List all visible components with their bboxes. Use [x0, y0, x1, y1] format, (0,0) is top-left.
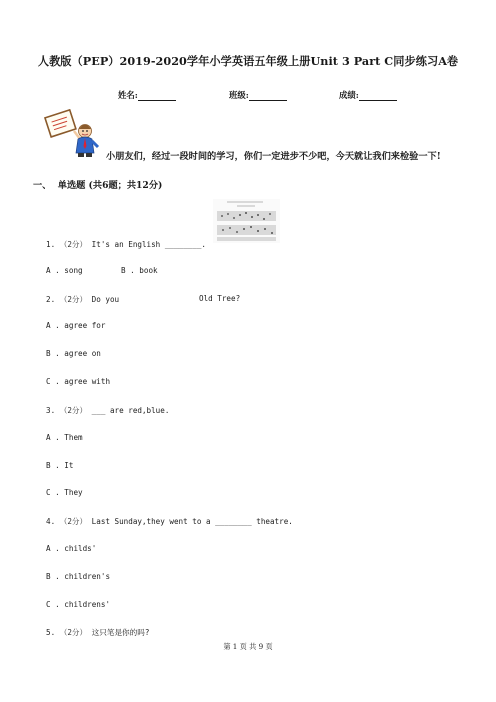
option-text: children's	[64, 572, 111, 581]
question-points: （2分）	[59, 517, 88, 526]
option-label: A .	[46, 321, 60, 330]
class-blank[interactable]	[249, 91, 287, 101]
question-stem: ___ are red,blue.	[91, 406, 170, 415]
music-staff-image	[213, 199, 280, 243]
option-text: Them	[64, 433, 83, 442]
option-text: It	[64, 461, 74, 470]
score-blank[interactable]	[359, 91, 397, 101]
score-field[interactable]	[339, 89, 397, 101]
question-4-option-a	[46, 544, 96, 553]
question-1	[46, 239, 206, 250]
question-4-option-c	[46, 600, 110, 609]
question-3	[46, 405, 169, 416]
option-text: childrens'	[64, 600, 111, 609]
question-2-option-a	[46, 321, 105, 330]
encouragement-text: 小朋友们，经过一段时间的学习，你们一定进步不少吧，今天就让我们来检验一下!	[106, 151, 441, 162]
option-label: B .	[46, 572, 60, 581]
option-label: A .	[46, 544, 60, 553]
question-stem: It's an English ________.	[91, 240, 206, 249]
question-2	[46, 294, 119, 305]
question-stem: Last Sunday,they went to a ________ theatre.	[91, 517, 293, 526]
question-1-option-b	[121, 266, 158, 275]
option-label: B .	[46, 349, 60, 358]
question-number: 2.	[46, 295, 56, 304]
question-4-option-b	[46, 572, 110, 581]
question-points: （2分）	[59, 406, 88, 415]
page-number: 第 1 页 共 9 页	[223, 642, 273, 651]
option-text: book	[139, 266, 158, 275]
question-stem: 这只笔是你的吗?	[91, 628, 150, 637]
name-field[interactable]	[118, 89, 176, 101]
question-3-option-a	[46, 433, 83, 442]
question-number: 4.	[46, 517, 56, 526]
score-label: 成绩:	[339, 90, 359, 100]
option-text: childs'	[64, 544, 97, 553]
option-text: agree with	[64, 377, 111, 386]
name-blank[interactable]	[138, 91, 176, 101]
page-title: 人教版（PEP）2019-2020学年小学英语五年级上册Unit 3 Part C同步练习A卷	[37, 54, 459, 68]
question-number: 3.	[46, 406, 56, 415]
option-label: A .	[46, 433, 60, 442]
question-points: （2分）	[59, 240, 88, 249]
question-points: （2分）	[59, 628, 88, 637]
option-label: A .	[46, 266, 60, 275]
question-number: 1.	[46, 240, 56, 249]
question-2-stem-tail: Old Tree?	[199, 294, 241, 303]
option-text: song	[64, 266, 83, 275]
option-text: agree for	[64, 321, 106, 330]
option-text: agree on	[64, 349, 101, 358]
question-number: 5.	[46, 628, 56, 637]
teacher-with-board-icon	[44, 109, 102, 159]
class-field[interactable]	[229, 89, 287, 101]
option-label: C .	[46, 488, 60, 497]
question-2-option-c	[46, 377, 110, 386]
section-heading	[33, 177, 162, 191]
question-3-option-c	[46, 488, 83, 497]
question-5	[46, 627, 149, 638]
option-label: C .	[46, 600, 60, 609]
question-4	[46, 516, 293, 527]
option-label: C .	[46, 377, 60, 386]
question-stem: Do you	[91, 295, 120, 304]
section-number: 一、	[33, 180, 52, 191]
question-points: （2分）	[59, 295, 88, 304]
option-text: They	[64, 488, 83, 497]
option-label: B .	[46, 461, 60, 470]
option-label: B .	[121, 266, 135, 275]
question-1-options	[46, 266, 83, 275]
name-label: 姓名:	[118, 90, 138, 100]
question-3-option-b	[46, 461, 73, 470]
class-label: 班级:	[229, 90, 249, 100]
section-title: 单选题 (共6题；共12分)	[57, 180, 163, 191]
question-2-option-b	[46, 349, 101, 358]
